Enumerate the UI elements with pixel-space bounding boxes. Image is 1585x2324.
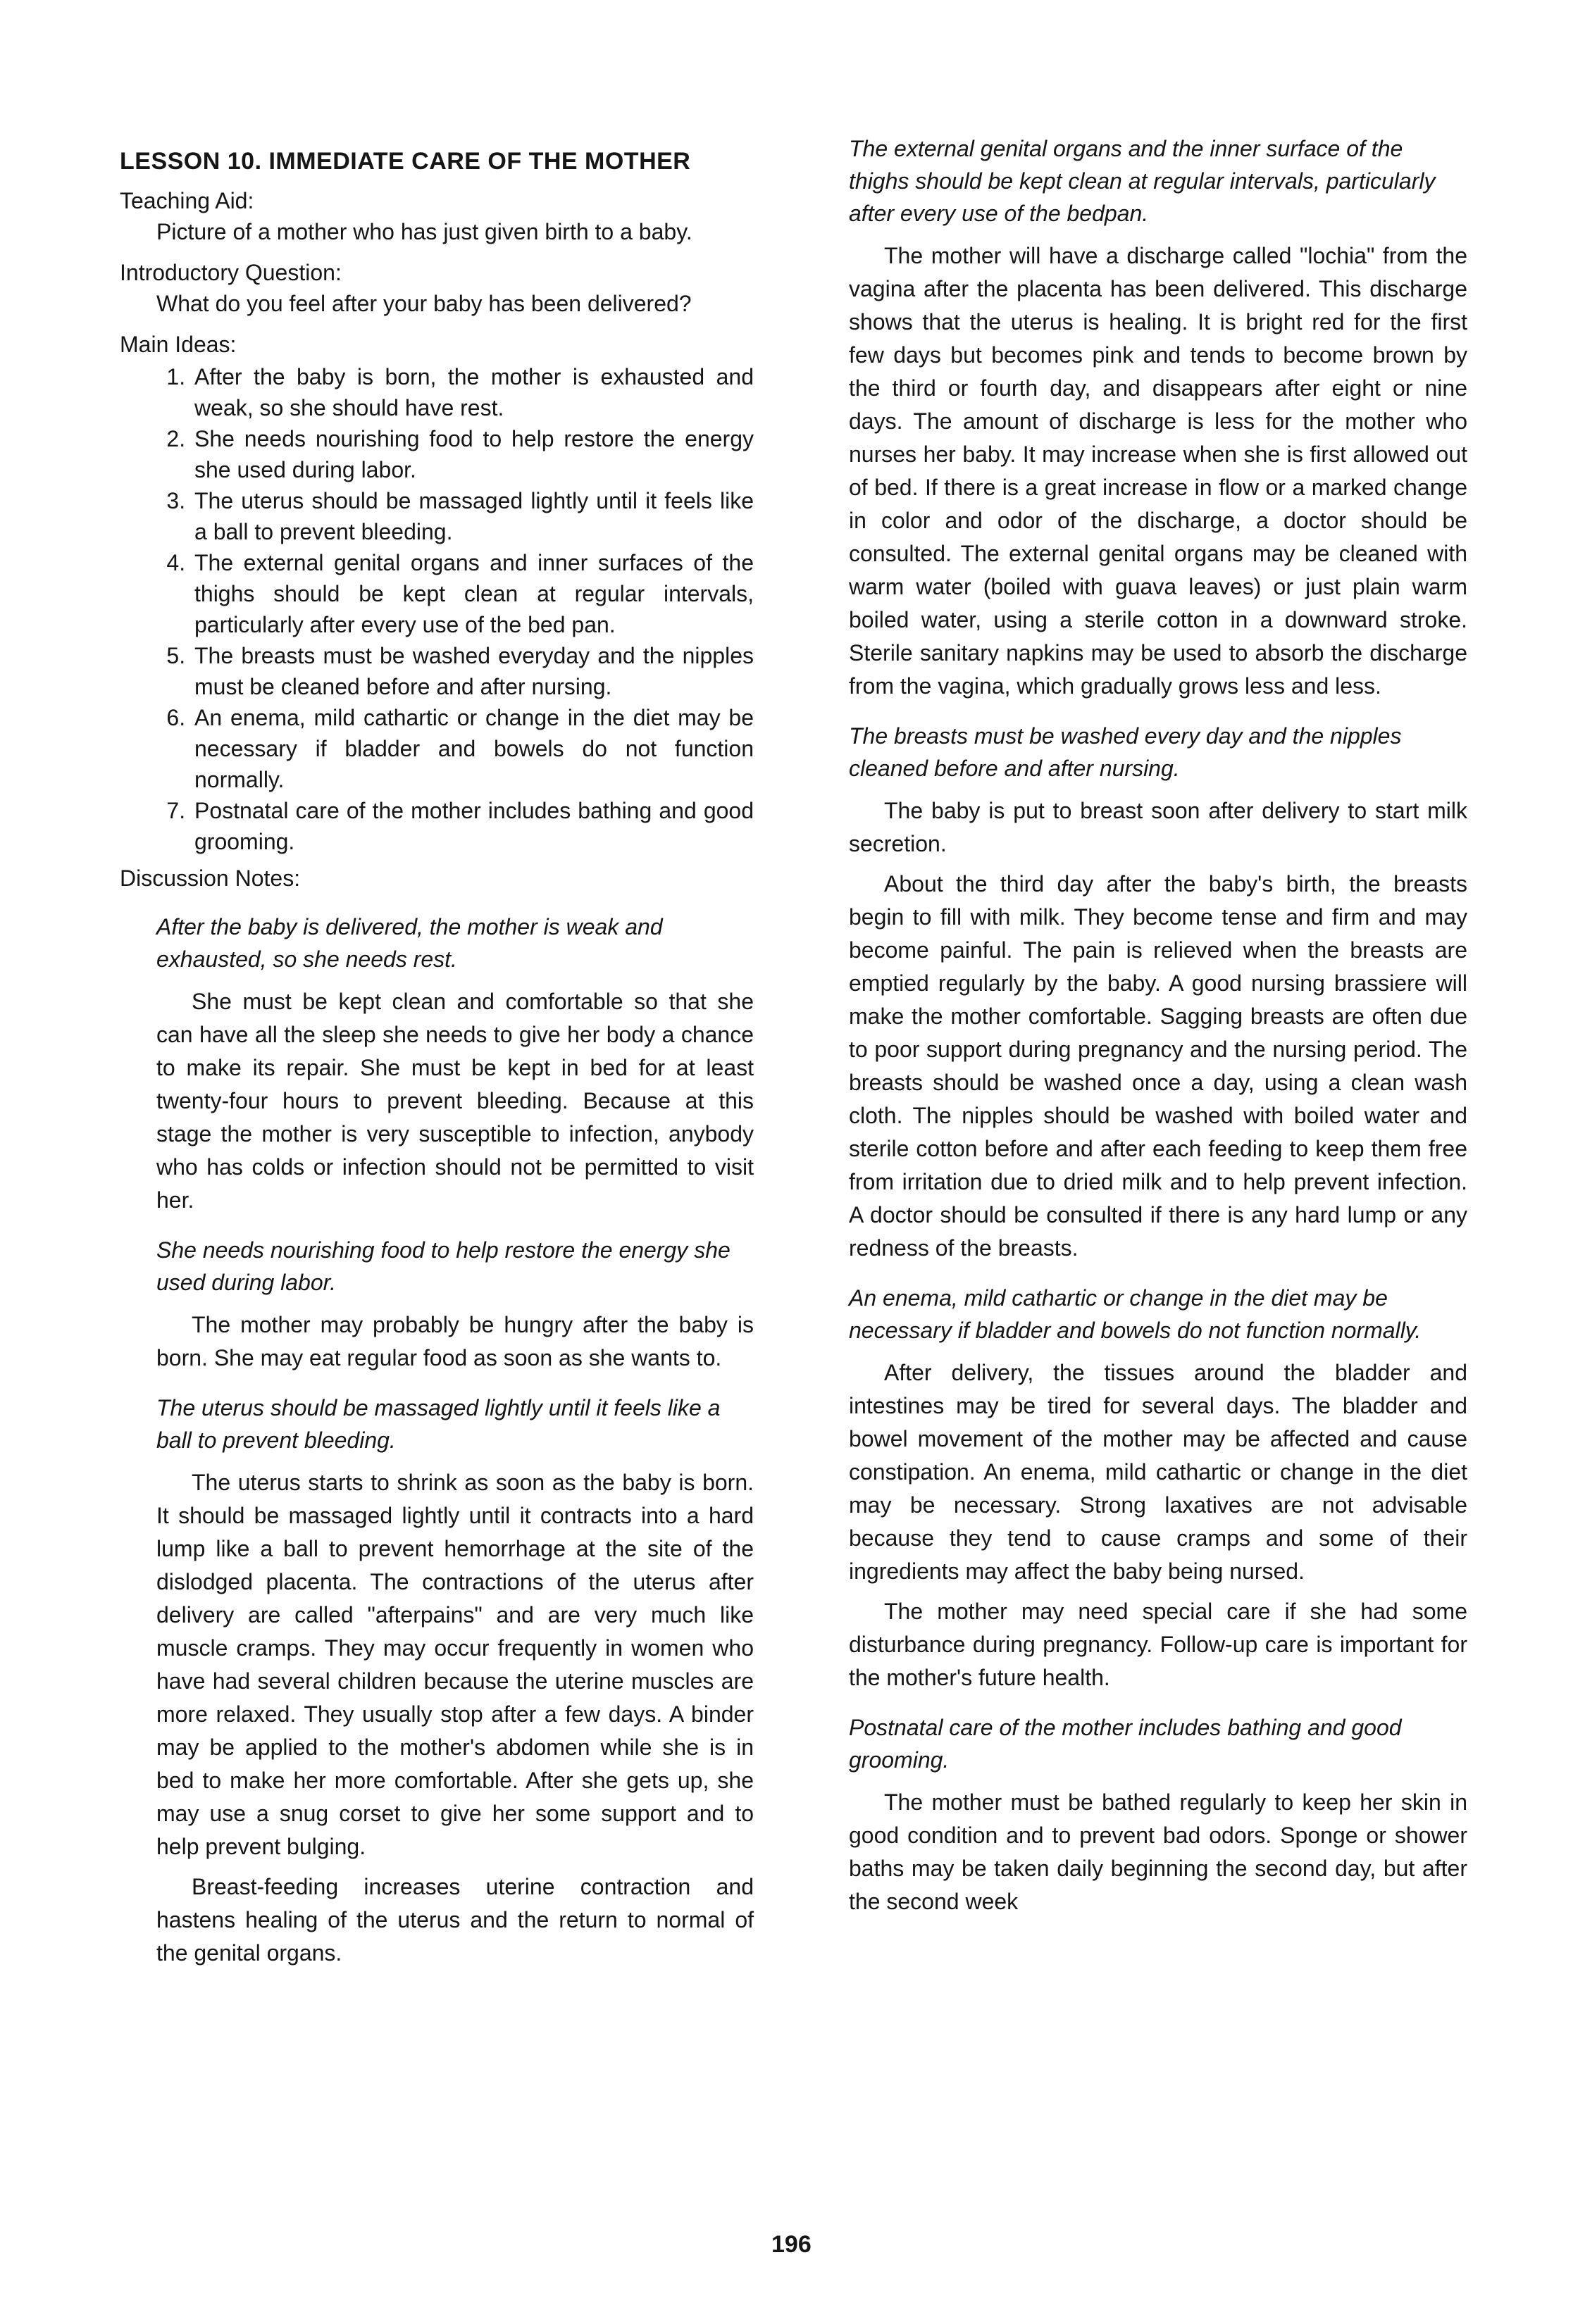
main-idea-item: 6. An enema, mild cathartic or change in the diet may be necessary if bladder and bowels do not function normally. [192, 702, 754, 795]
introductory-question-text: What do you feel after your baby has been delivered? [156, 291, 692, 316]
section-paragraph: The mother may probably be hungry after the baby is born. She may eat regular food as soon as she wants to. [156, 1312, 754, 1370]
teaching-aid-label: Teaching Aid: [120, 188, 254, 213]
left-column [120, 132, 754, 1977]
page-number: 196 [771, 2231, 812, 2258]
main-idea-item: 5. The breasts must be washed everyday and the nipples must be cleaned before and after nursing. [192, 640, 754, 702]
section-paragraph: Breast-feeding increases uterine contraction and hastens healing of the uterus and the return to normal of the genital organs. [156, 1874, 754, 1966]
section-paragraph: The mother must be bathed regularly to keep her skin in good condition and to prevent bad odors. Sponge or shower baths may be taken daily beginning the second day, but after the second week [849, 1789, 1467, 1914]
section-heading: After the baby is delivered, the mother is weak and exhausted, so she needs rest. [156, 914, 663, 972]
section-paragraph: She must be kept clean and comfortable so that she can have all the sleep she needs to give her body a chance to make its repair. She must be kept in bed for at least twenty-four hours to prevent bleeding. Because at this stage the mother is very susceptible to infection, anybody who has colds or infection should not be permitted to visit her. [156, 989, 754, 1213]
right-column [849, 132, 1467, 1925]
section-heading: The external genital organs and the inner surface of the thighs should be kept clean at regular intervals, particularly after every use of the bedpan. [849, 136, 1436, 226]
discussion-notes-label: Discussion Notes: [120, 866, 301, 891]
main-idea-item: 3. The uterus should be massaged lightly until it feels like a ball to prevent bleeding. [192, 485, 754, 547]
main-idea-item: 4. The external genital organs and inner surfaces of the thighs should be kept clean at regular intervals, particularly after every use of the bed pan. [192, 547, 754, 640]
section-heading: An enema, mild cathartic or change in the diet may be necessary if bladder and bowels do not function normally. [849, 1285, 1422, 1343]
section-paragraph: The mother may need special care if she had some disturbance during pregnancy. Follow-up care is important for the mother's future health. [849, 1599, 1467, 1690]
section-paragraph: About the third day after the baby's birth, the breasts begin to fill with milk. They become tense and firm and may become painful. The pain is relieved when the breasts are emptied regularly by the baby. A good nursing brassiere will make the mother comfortable. Sagging breasts are often due to poor support during pregnancy and the nursing period. The breasts should be washed once a day, using a clean wash cloth. The nipples should be washed with boiled water and sterile cotton before and after each feeding to keep them free from irritation due to dried milk and to help prevent infection. A doctor should be consulted if there is any hard lump or any redness of the breasts. [849, 871, 1467, 1261]
section-heading: The breasts must be washed every day and the nipples cleaned before and after nursing. [849, 723, 1402, 781]
main-idea-item: 1. After the baby is born, the mother is exhausted and weak, so she should have rest. [192, 361, 754, 423]
introductory-question-label: Introductory Question: [120, 260, 342, 285]
section-paragraph: After delivery, the tissues around the bladder and intestines may be tired for several days. The bladder and bowel movement of the mother may be affected and cause constipation. An enema, mild cathartic or change in the diet may be necessary. Strong laxatives are not advisable because they tend to cause cramps and some of their ingredients may affect the baby being nursed. [849, 1360, 1467, 1584]
section-paragraph: The baby is put to breast soon after delivery to start milk secretion. [849, 798, 1467, 856]
main-ideas-label: Main Ideas: [120, 332, 237, 357]
main-idea-item: 2. She needs nourishing food to help restore the energy she used during labor. [192, 423, 754, 485]
section-heading: Postnatal care of the mother includes bathing and good grooming. [849, 1715, 1402, 1773]
section-paragraph: The uterus starts to shrink as soon as the baby is born. It should be massaged lightly until it contracts into a hard lump like a ball to prevent hemorrhage at the site of the dislodged placenta. The contractions of the uterus after delivery are called "afterpains" and are very much like muscle cramps. They may occur frequently in women who have had several children because the uterine muscles are more relaxed. They usually stop after a few days. A binder may be applied to the mother's abdomen while she is in bed to make her more comfortable. After she gets up, she may use a snug corset to give her some support and to help prevent bulging. [156, 1470, 754, 1859]
section-paragraph: The mother will have a discharge called "lochia" from the vagina after the placenta has been delivered. This discharge shows that the uterus is healing. It is bright red for the first few days but becomes pink and tends to become brown by the third or fourth day, and disappears after eight or nine days. The amount of discharge is less for the mother who nurses her baby. It may increase when she is first allowed out of bed. If there is a great increase in flow or a marked change in color and odor of the discharge, a doctor should be consulted. The external genital organs may be cleaned with warm water (boiled with guava leaves) or just plain warm boiled water, using a sterile cotton in a downward stroke. Sterile sanitary napkins may be used to absorb the discharge from the vagina, which gradually grows less and less. [849, 243, 1467, 699]
main-idea-item: 7. Postnatal care of the mother includes bathing and good grooming. [192, 795, 754, 857]
teaching-aid-text: Picture of a mother who has just given birth to a baby. [156, 219, 692, 244]
section-heading: The uterus should be massaged lightly until it feels like a ball to prevent bleeding. [156, 1395, 721, 1453]
lesson-title: LESSON 10. IMMEDIATE CARE OF THE MOTHER [120, 148, 691, 175]
main-ideas-list [120, 361, 754, 857]
section-heading: She needs nourishing food to help restore the energy she used during labor. [156, 1237, 731, 1295]
